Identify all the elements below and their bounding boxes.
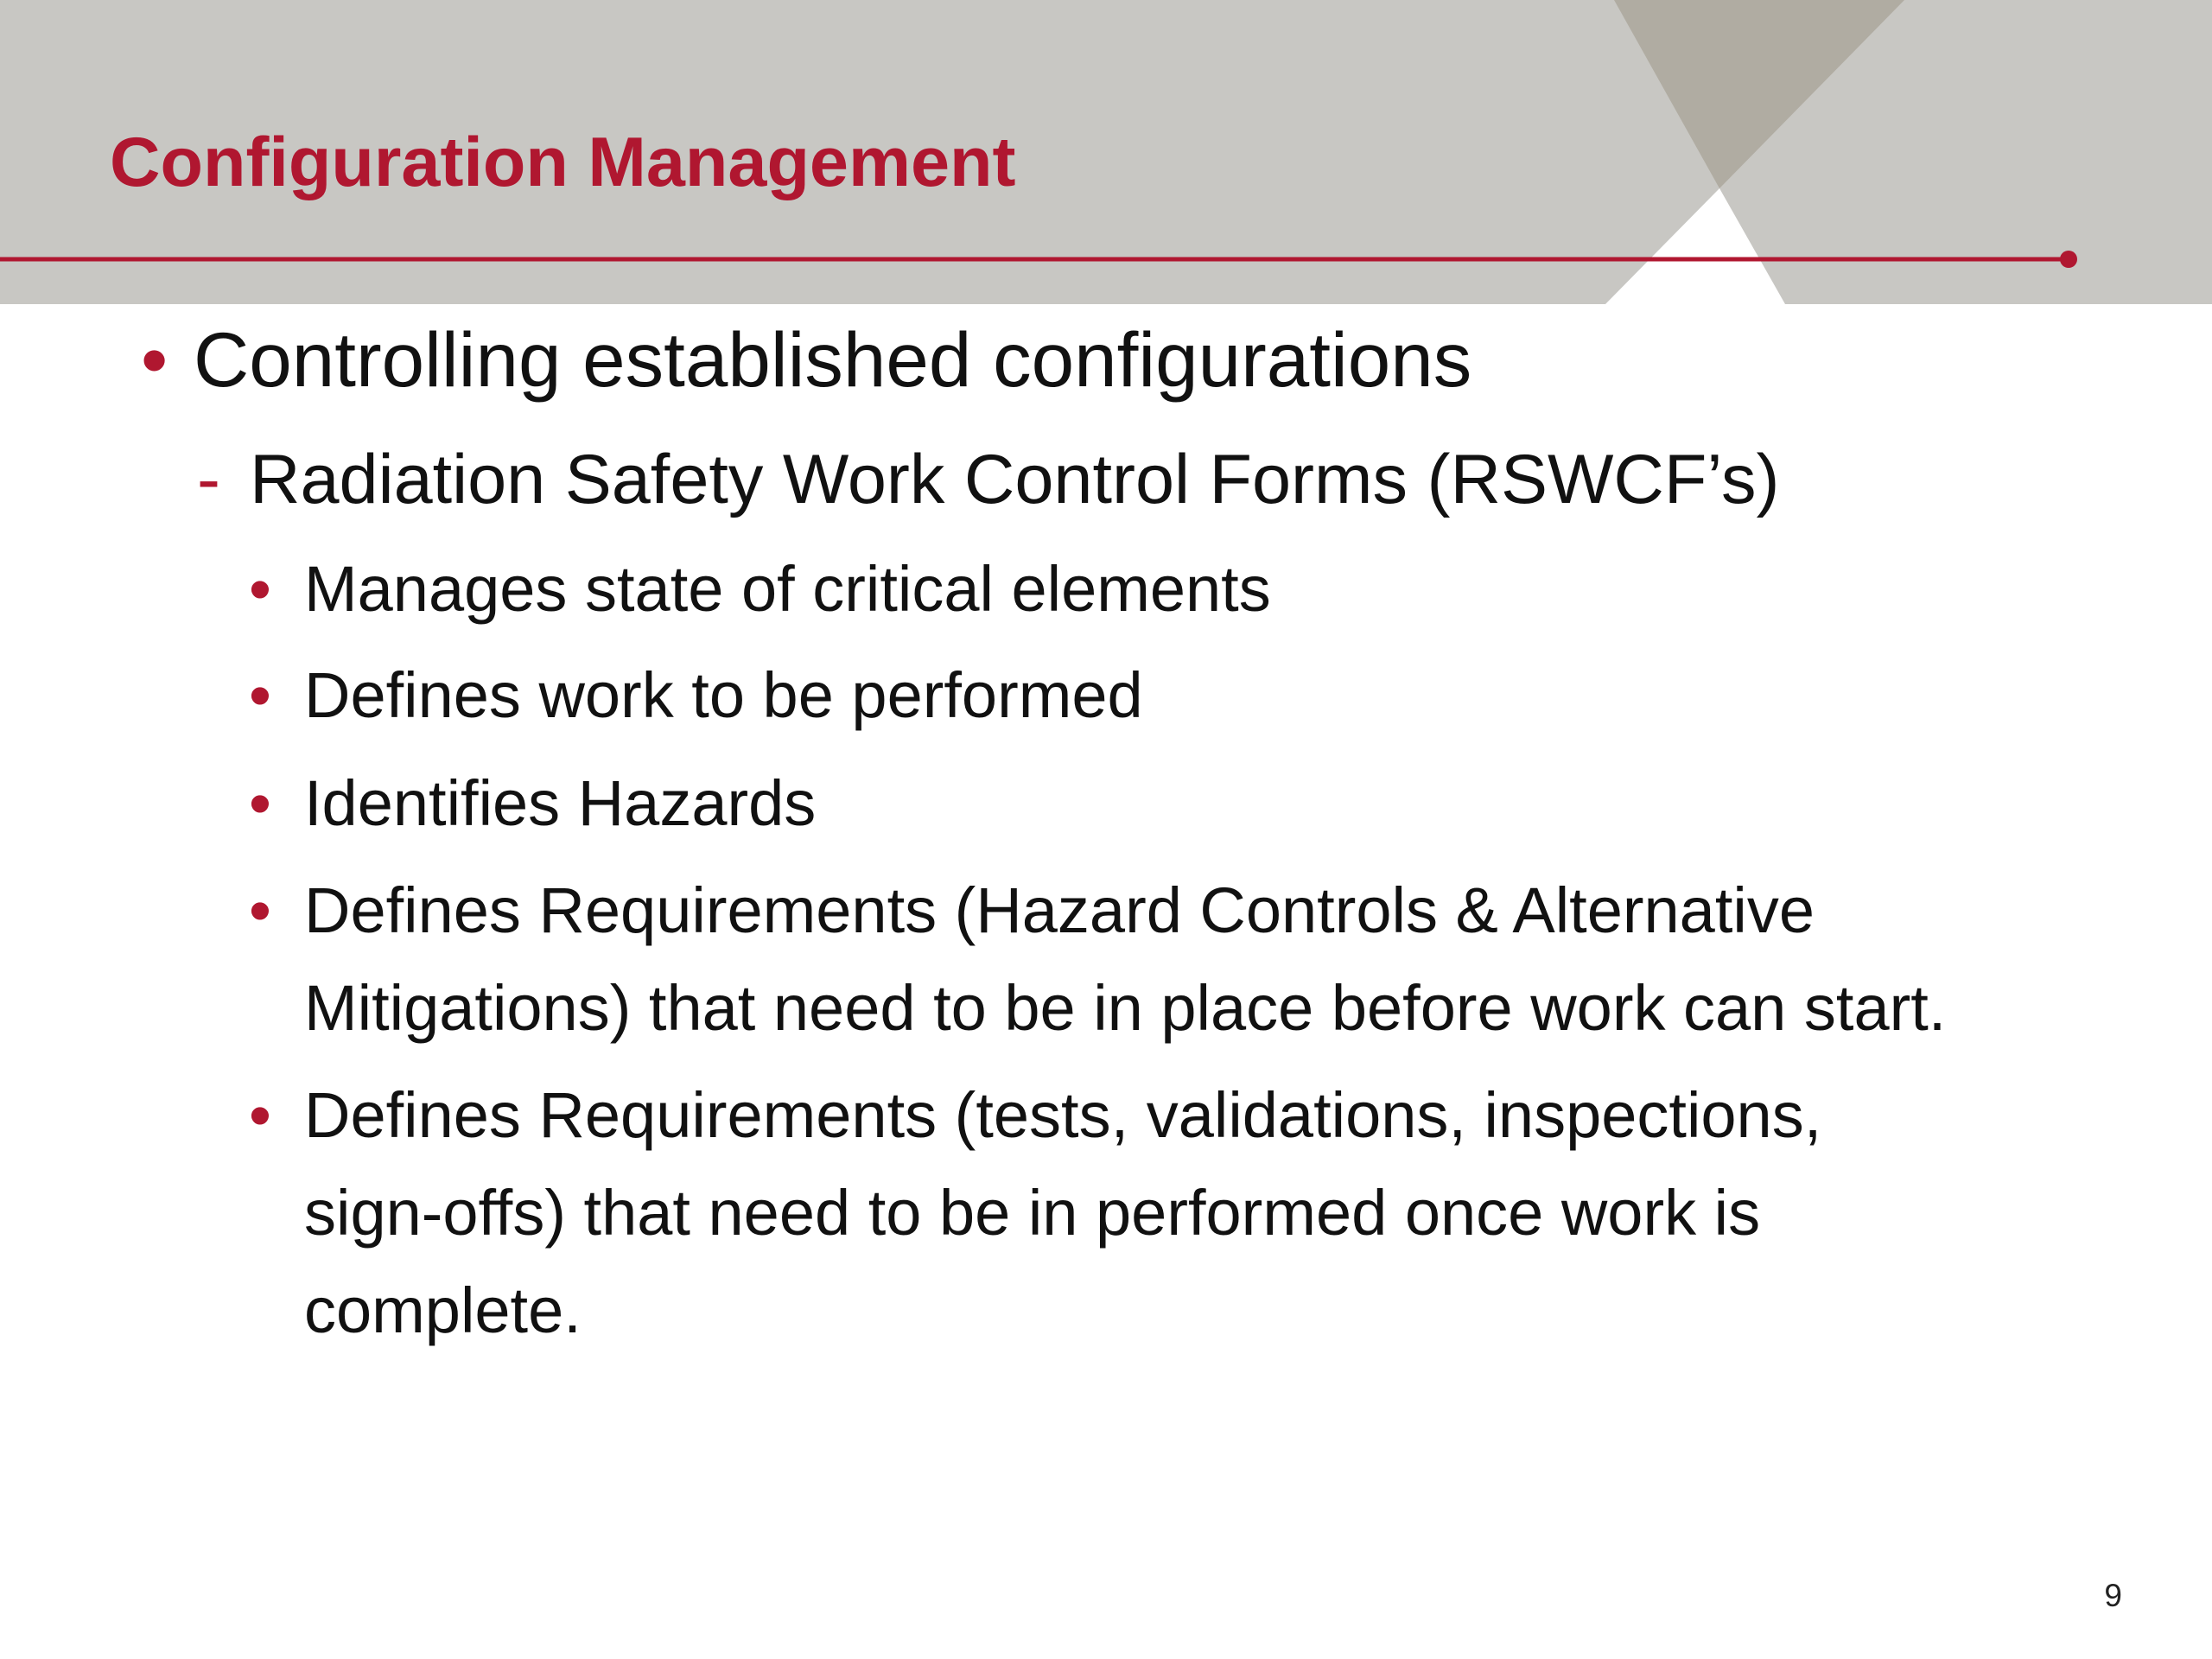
- bullet-item-l2: [197, 441, 1780, 518]
- bullet-marker: •: [249, 874, 271, 946]
- dash-marker: -: [197, 441, 220, 518]
- bullet-text-line: complete.: [304, 1274, 582, 1346]
- bullet-text: Identifies Hazards: [304, 767, 817, 839]
- bullet-marker: •: [249, 767, 271, 839]
- bullet-text-line: sign-offs) that need to be in performed once work is: [304, 1177, 1761, 1249]
- bullet-text: Manages state of critical elements: [304, 553, 1271, 625]
- bullet-marker: •: [249, 1079, 271, 1151]
- bullet-item-l1: [141, 316, 1472, 403]
- slide-title: Configuration Management: [110, 124, 1016, 201]
- bullet-text: Radiation Safety Work Control Forms (RSWCF’s): [250, 441, 1780, 518]
- page-number: 9: [2104, 1578, 2122, 1613]
- bullet-marker: •: [249, 553, 271, 625]
- bullet-item-l3: [249, 861, 1947, 1057]
- bullet-item-l3: [249, 1066, 1822, 1359]
- bullet-text-line: Mitigations) that need to be in place before work can start.: [304, 972, 1947, 1044]
- bullet-item-l3: [249, 646, 1143, 744]
- bullet-marker: •: [141, 316, 168, 403]
- bullet-text-line: Defines Requirements (tests, validations, inspections,: [304, 1079, 1822, 1151]
- bullet-item-l3: [249, 540, 1271, 638]
- bullet-item-l3: [249, 754, 817, 852]
- bullet-text-line: Defines Requirements (Hazard Controls & Alternative: [304, 874, 1815, 946]
- bullet-marker: •: [249, 659, 271, 731]
- bullet-text: Controlling established configurations: [194, 316, 1472, 403]
- bullet-text: Defines work to be performed: [304, 659, 1143, 731]
